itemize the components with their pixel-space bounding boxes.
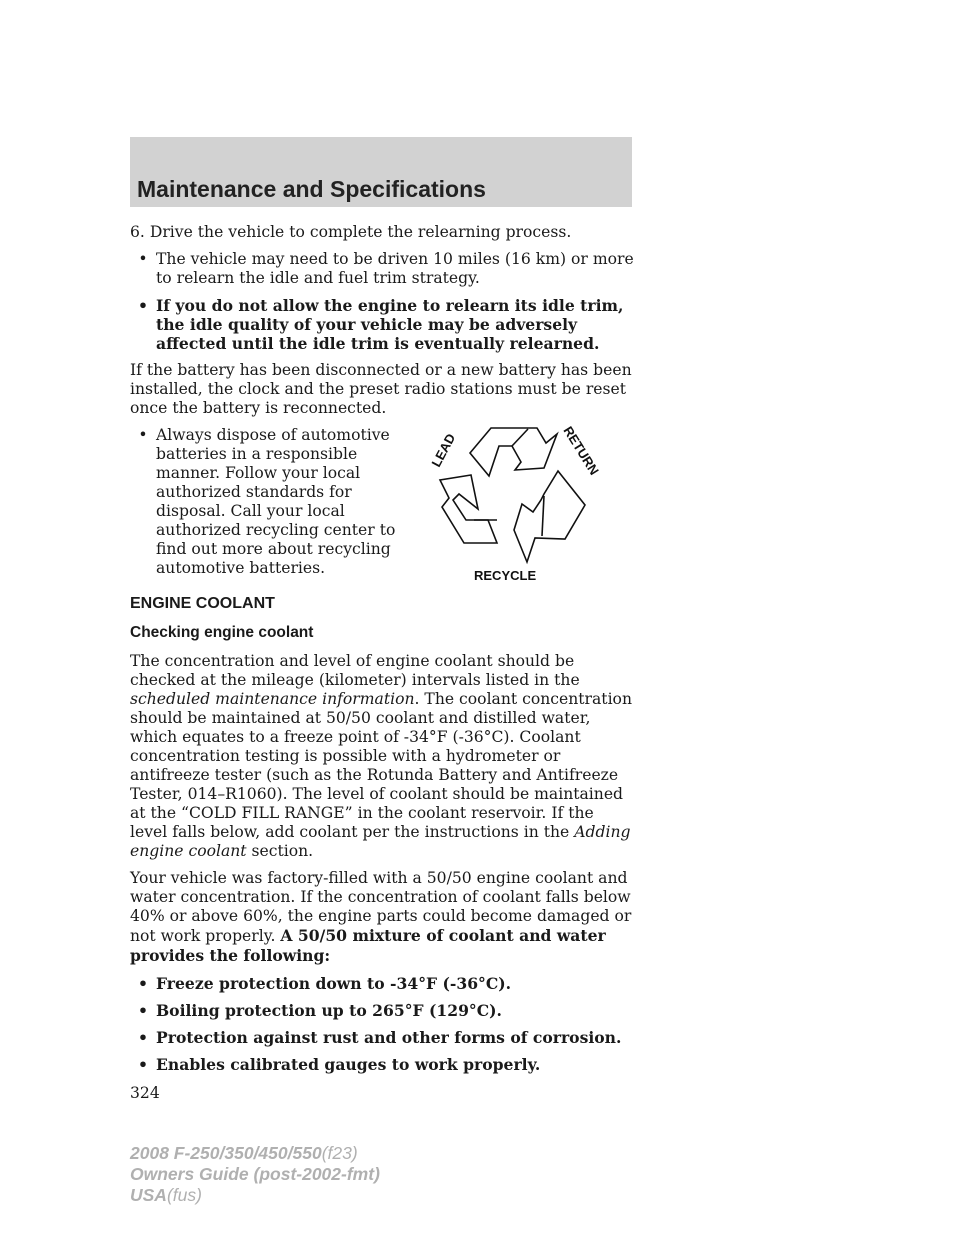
text-run: section.	[246, 842, 314, 860]
battery-paragraph: If the battery has been disconnected or a new battery has been installed, the clock and the preset radio stations must be reset once the battery is reconnected.	[130, 361, 632, 417]
coolant-paragraph-2	[130, 869, 635, 966]
bullet-dot: •	[138, 1028, 148, 1047]
coolant-paragraph-1	[130, 652, 635, 861]
page-number: 324	[130, 1084, 160, 1102]
list-item	[130, 426, 401, 578]
text-run: The concentration and level of engine coolant should be checked at the mileage (kilometer) intervals listed in the	[130, 652, 580, 689]
recycle-label: RECYCLE	[474, 568, 537, 583]
bullet-dot: •	[138, 1001, 148, 1020]
italic-ref: Adding engine coolant	[130, 823, 631, 860]
list-item	[130, 974, 635, 993]
footer-guide: Owners Guide (post-2002-fmt)	[130, 1164, 380, 1184]
page-content	[130, 223, 635, 1103]
bullet-text: Boiling protection up to 265°F (129°C).	[156, 1001, 502, 1020]
bullet-text: Freeze protection down to -34°F (-36°C).	[156, 974, 512, 993]
footer-code: (f23)	[321, 1143, 358, 1163]
page-title: Maintenance and Specifications	[137, 176, 486, 202]
bullet-dot: •	[138, 1055, 148, 1074]
text-run: Your vehicle was factory-filled with a 50/50 engine coolant and water concentration. If the concentration of coolant falls below 40% or above 60%, the engine parts could become damaged or not work properly.	[130, 869, 632, 945]
bold-run: A 50/50 mixture of coolant and water provides the following:	[130, 926, 606, 965]
text-run: . The coolant concentration should be maintained at 50/50 coolant and distilled water, which equates to a freeze point of -34°F (-36°C). Coolant concentration testing is possible with a hydrometer or antifreeze tester (such as the Rotunda Battery and Antifreeze Tester, 014–R1060). The level of coolant should be maintained at the “COLD FILL RANGE” in the coolant reservoir. If the level falls below, add coolant per the instructions in the	[130, 690, 632, 841]
italic-ref: scheduled maintenance information	[130, 690, 415, 708]
bullet-dot: •	[138, 296, 148, 315]
recycle-section	[130, 426, 635, 586]
footer-market: USA	[130, 1185, 167, 1205]
footer-market-code: (fus)	[166, 1185, 202, 1205]
bullet-text: If you do not allow the engine to relearn its idle trim, the idle quality of your vehicle may be adversely affected until the idle trim is eventually relearned.	[156, 296, 624, 353]
bullet-text: Protection against rust and other forms of corrosion.	[156, 1028, 622, 1047]
subsection-title: Checking engine coolant	[130, 624, 314, 641]
bullet-dot: •	[138, 426, 148, 444]
list-item	[130, 1001, 635, 1020]
document-footer	[130, 1143, 380, 1206]
bullet-dot: •	[138, 974, 148, 993]
return-label: RETURN	[560, 424, 602, 478]
list-item	[130, 1055, 635, 1074]
list-item	[130, 1028, 635, 1047]
lead-label: LEAD	[428, 431, 459, 470]
step-6: 6. Drive the vehicle to complete the relearning process.	[130, 223, 572, 241]
bullet-text: Enables calibrated gauges to work properly.	[156, 1055, 541, 1074]
bullet-text: The vehicle may need to be driven 10 miles (16 km) or more to relearn the idle and fuel trim strategy.	[156, 250, 634, 287]
bullet-text: Always dispose of automotive batteries in a responsible manner. Follow your local authorized standards for disposal. Call your local authorized recycling center to find out more about recycling automotive batteries.	[156, 426, 396, 577]
footer-model: 2008 F-250/350/450/550	[130, 1143, 322, 1163]
list-item	[130, 250, 635, 288]
bullet-dot: •	[138, 250, 148, 268]
section-title: ENGINE COOLANT	[130, 595, 275, 612]
list-item	[130, 296, 635, 353]
lead-recycle-icon	[418, 424, 608, 584]
